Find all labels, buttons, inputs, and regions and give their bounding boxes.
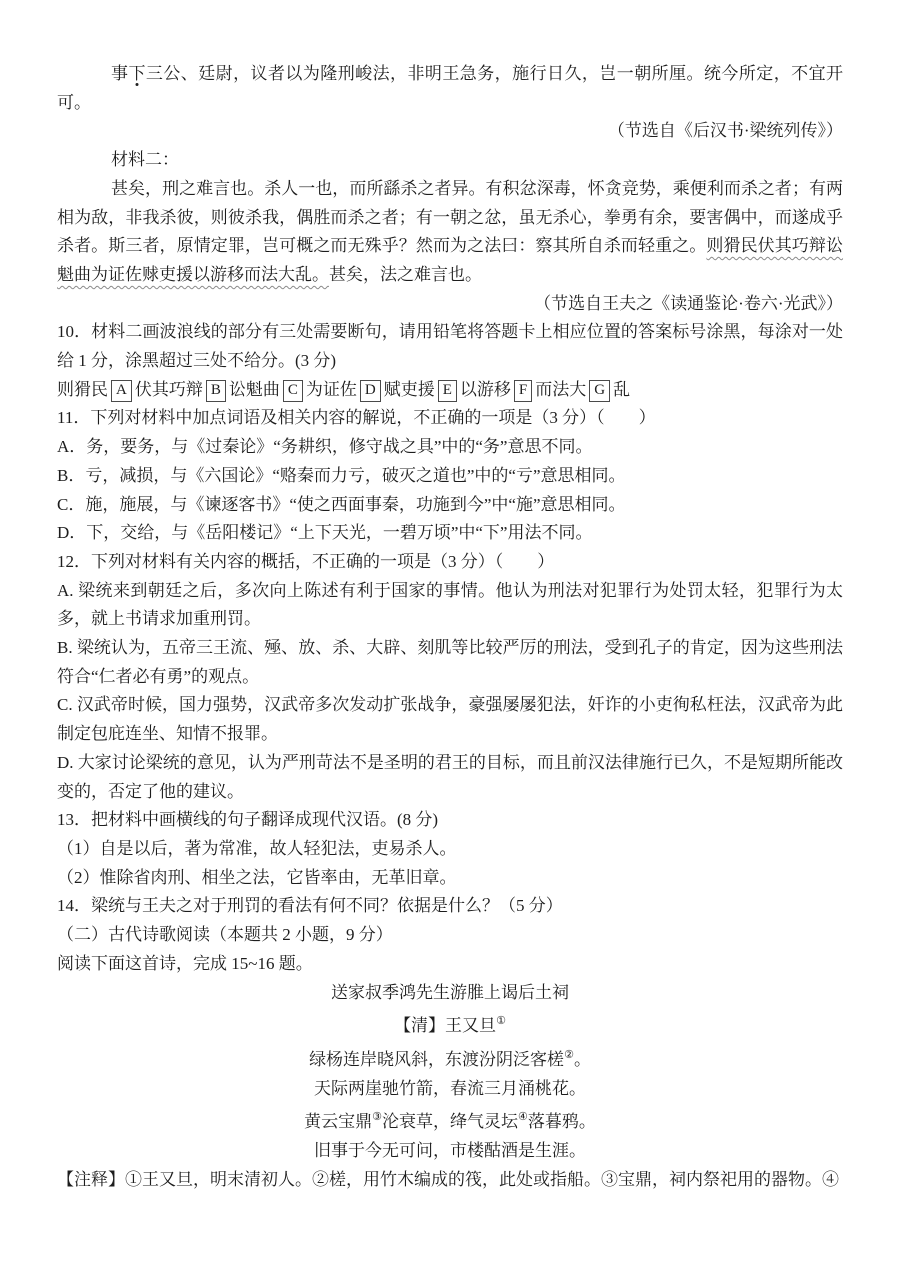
poem-line-3	[57, 1103, 843, 1137]
question-12-option-a: A. 梁统来到朝廷之后，多次向上陈述有利于国家的事情。他认为刑法对犯罪行为处罚太轻，犯罪行为太多，就上书请求加重刑罚。	[57, 580, 843, 629]
answer-letter-box-f: F	[514, 380, 532, 402]
question-10-stem: 10．材料二画波浪线的部分有三处需要断句，请用铅笔将答题卡上相应位置的答案标号涂黑，每涂对一处给 1 分，涂黑超过三处不给分。(3 分)	[57, 322, 843, 371]
text-run: 三公、廷尉，议者以为隆刑峻法，非明王急务，施行日久，岂一朝所厘。统今所定，不宜开可。	[57, 64, 844, 112]
emphasized-char: 下	[128, 64, 146, 83]
question-13-part-1: （1）自是以后，著为常准，故人轻犯法，吏易杀人。	[57, 838, 457, 858]
material-one-source: （节选自《后汉书·梁统列传》）	[607, 121, 843, 141]
question-11-option-b: B．亏，减损，与《六国论》“赂秦而力亏，破灭之道也”中的“亏”意思相同。	[57, 465, 626, 485]
segment-text: 则猾民	[57, 379, 108, 399]
segment-text: 伏其巧辩	[134, 379, 203, 399]
material-two-label: 材料二：	[111, 150, 179, 170]
segment-text: 赋吏援	[383, 379, 435, 399]
question-11-option-c: C．施，施展，与《谏逐客书》“使之西面事秦，功施到今”中“施”意思相同。	[57, 494, 626, 514]
section-two-heading: （二）古代诗歌阅读（本题共 2 小题，9 分）	[57, 925, 393, 945]
verse-text: 黄云宝鼎	[304, 1112, 373, 1132]
note-superscript: ④	[518, 1111, 528, 1124]
verse-text: 落暮鸦。	[527, 1112, 596, 1132]
question-12-option-b: B. 梁统认为，五帝三王流、殛、放、杀、大辟、刻肌等比较严厉的刑法，受到孔子的肯定，因为这些刑法符合“仁者必有勇”的观点。	[57, 638, 843, 686]
wavy-underlined-text: 则猾民伏其巧辩讼魁曲为证佐赇吏援以游移而法大乱。	[57, 236, 844, 284]
answer-letter-box-b: B	[206, 380, 226, 402]
poem-title: 送家叔季鸿先生游脽上谒后土祠	[331, 982, 569, 1002]
segment-text: 以游移	[459, 379, 511, 399]
author-note-superscript: ①	[496, 1015, 506, 1028]
question-12-option-d: D. 大家讨论梁统的意见，认为严刑苛法不是圣明的君王的目标，而且前汉法律施行已久，不是短期所能改变的，否定了他的建议。	[57, 752, 843, 801]
material-two-paragraph	[57, 175, 843, 290]
answer-letter-box-a: A	[111, 380, 132, 402]
verse-text: 沦衰草，绛气灵坛	[382, 1112, 518, 1132]
poem-line-1	[57, 1041, 843, 1075]
segment-text: 乱	[613, 379, 631, 399]
answer-letter-box-d: D	[360, 380, 381, 402]
question-12-stem: 12．下列对材料有关内容的概括，不正确的一项是（3 分）（ ）	[57, 551, 555, 571]
poem-line-2	[57, 1075, 843, 1104]
verse-text: 旧事于今无可问，市楼酤酒是生涯。	[314, 1141, 586, 1161]
segment-text: 讼魁曲	[228, 379, 280, 399]
verse-text: 。	[573, 1049, 591, 1069]
poem-notes: 【注释】①王又旦，明末清初人。②槎，用竹木编成的筏，此处或指船。③宝鼎，祠内祭祀用的器物。④	[57, 1169, 839, 1189]
question-13-stem: 13．把材料中画横线的句子翻译成现代汉语。(8 分)	[57, 810, 439, 830]
question-12-option-c: C. 汉武帝时候，国力强势，汉武帝多次发动扩张战争，豪强屡屡犯法，奸诈的小吏徇私枉法，汉武帝为此制定包庇连坐、知情不报罪。	[57, 695, 843, 744]
material-one-paragraph	[57, 60, 843, 117]
question-11-option-d: D．下，交给，与《岳阳楼记》“上下天光，一碧万顷”中“下”用法不同。	[57, 523, 593, 543]
segment-text: 而法大	[535, 379, 587, 399]
answer-letter-box-c: C	[283, 380, 303, 402]
poem-line-4	[57, 1137, 843, 1166]
question-14-stem: 14．梁统与王夫之对于刑罚的看法有何不同？依据是什么？（5 分）	[57, 896, 563, 916]
poem-author	[57, 1007, 843, 1041]
answer-letter-box-g: G	[589, 380, 610, 402]
material-two-source: （节选自王夫之《读通鉴论·卷六·光武》）	[534, 293, 843, 313]
note-superscript: ②	[564, 1048, 574, 1061]
text-run: 甚矣，法之难言也。	[329, 264, 482, 284]
verse-text: 天际两崖驰竹箭，春流三月涌桃花。	[314, 1078, 586, 1098]
question-11-option-a: A．务，要务，与《过秦论》“务耕织，修守战之具”中的“务”意思不同。	[57, 437, 593, 457]
note-superscript: ③	[372, 1111, 382, 1124]
answer-letter-box-e: E	[438, 380, 457, 402]
poem-intro: 阅读下面这首诗，完成 15~16 题。	[57, 953, 313, 973]
segment-text: 为证佐	[305, 379, 357, 399]
sentence-breaking-line	[57, 376, 843, 405]
question-13-part-2: （2）惟除省肉刑、相坐之法，它皆率由，无革旧章。	[57, 867, 457, 887]
verse-text: 绿杨连岸晓风斜，东渡汾阴泛客槎	[309, 1049, 565, 1069]
author-name: 【清】王又旦	[394, 1016, 497, 1036]
question-11-stem: 11．下列对材料中加点词语及相关内容的解说，不正确的一项是（3 分）（ ）	[57, 408, 656, 428]
text-run: 甚矣，刑之难言也。杀人一也，而所繇杀之者异。有积忿深毒，怀贪竞势，乘便利而杀之者；有两相为敌，非我杀彼，则彼杀我，偶胜而杀之者；有一朝之忿，虽无杀心，拳勇有余，要害偶中，而遂成乎杀者。斯三者，原情定罪，岂可概之而无殊乎？然而为之法曰：察其所自杀而轻重之。	[57, 178, 843, 256]
text-run: 事	[111, 64, 129, 83]
